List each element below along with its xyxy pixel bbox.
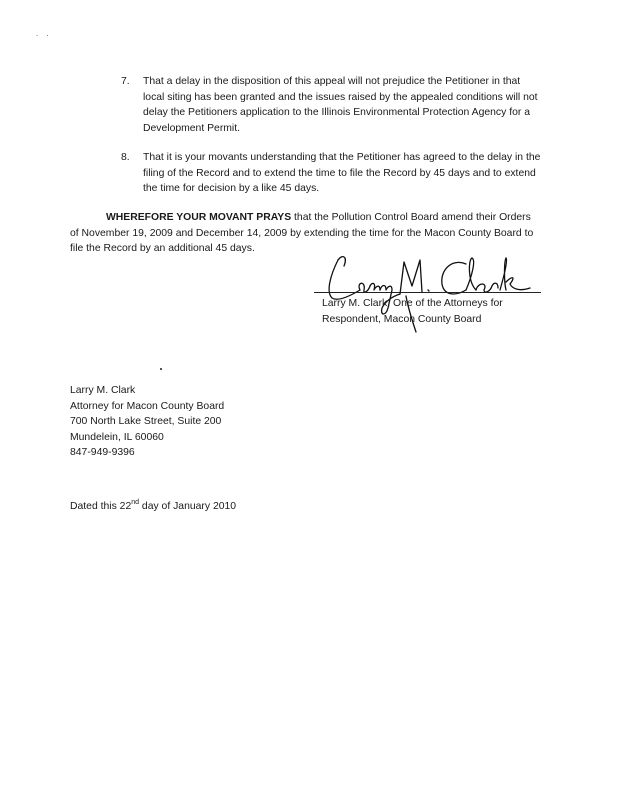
attorney-name: Larry M. Clark xyxy=(70,385,136,396)
paragraph-text: That it is your movants understanding that the Petitioner has agreed to the delay in the filing of the Record and to extend the time to file the Record by 45 days and to extend the time for decision by a like 45 days. xyxy=(143,152,541,194)
prayer-text: that the Pollution Control Board amend their Orders of November 19, 2009 and December 14, 2009 by extending the time for the Macon County Board to file the Record by an additional 45 days. xyxy=(70,212,534,254)
numbered-paragraph-8 xyxy=(121,150,541,197)
paragraph-text: That a delay in the disposition of this appeal will not prejudice the Petitioner in that local siting has been granted and the issues raised by the appealed conditions will not delay the Petitioners application to the Illinois Environmental Protection Agency for a Development Permit. xyxy=(143,76,538,134)
stray-mark xyxy=(160,368,162,370)
paragraph-number: 7. xyxy=(121,76,130,87)
numbered-paragraph-7 xyxy=(121,74,541,136)
dated-ordinal: nd xyxy=(131,499,140,506)
signature-line xyxy=(314,292,541,293)
attorney-phone: 847-949-9396 xyxy=(70,447,135,458)
signer-name-line: Larry M. Clark, One of the Attorneys for xyxy=(322,298,503,309)
dated-suffix: day of January 2010 xyxy=(139,501,237,512)
prayer-lead: WHEREFORE YOUR MOVANT PRAYS xyxy=(106,212,292,223)
paragraph-number: 8. xyxy=(121,152,130,163)
attorney-street: 700 North Lake Street, Suite 200 xyxy=(70,416,222,427)
attorney-city: Mundelein, IL 60060 xyxy=(70,431,164,443)
attorney-contact-block xyxy=(70,383,224,461)
dated-prefix: Dated this 22 xyxy=(70,501,132,512)
signer-role-line: Respondent, Macon County Board xyxy=(322,313,482,325)
handwritten-signature xyxy=(316,246,546,342)
dated-line xyxy=(70,501,236,512)
signature-block xyxy=(322,296,552,327)
attorney-title: Attorney for Macon County Board xyxy=(70,400,225,412)
page-marks: . . xyxy=(36,29,52,38)
